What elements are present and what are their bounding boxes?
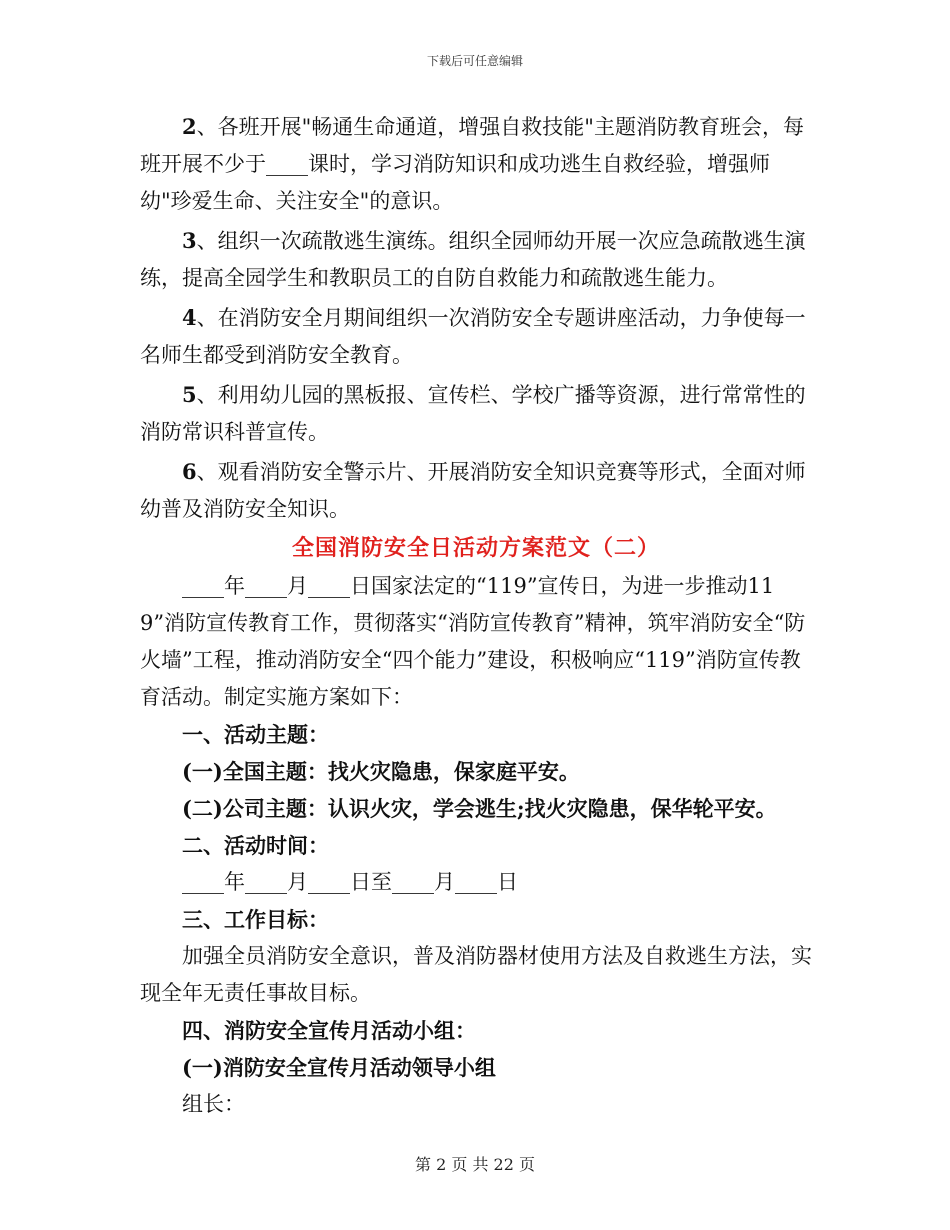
item-text: 、在消防安全月期间组织一次消防安全专题讲座活动，力争使每一名师生都受到消防安全教育。	[140, 306, 806, 367]
intro-paragraph: ____年____月____日国家法定的“119”宣传日，为进一步推动119”消防宣传教育工作，贯彻落实“消防宣传教育”精神，筑牢消防安全“防火墙”工程，推动消防安全“四个能力”建设，积极响应“119”消防宣传教育活动。制定实施方案如下：	[140, 574, 806, 709]
list-item-2	[140, 108, 812, 220]
section-title: 全国消防安全日活动方案范文（二）	[291, 535, 660, 561]
group-leader: 组长：	[182, 1092, 245, 1116]
item-text: 、利用幼儿园的黑板报、宣传栏、学校广播等资源，进行常常性的消防常识科普宣传。	[140, 383, 806, 444]
theme-company: (二)公司主题：认识火灾，学会逃生;找火灾隐患，保华轮平安。	[182, 796, 777, 821]
item-text: 、组织一次疏散逃生演练。组织全园师幼开展一次应急疏散逃生演练，提高全园学生和教职员工的自防自救能力和疏散逃生能力。	[140, 229, 806, 290]
page-header: 下载后可任意编辑	[426, 54, 523, 68]
item-number: 5	[182, 382, 197, 407]
item-number: 2	[182, 114, 197, 139]
item-number: 6	[182, 459, 197, 484]
leadership-group: (一)消防安全宣传月活动领导小组	[182, 1055, 496, 1080]
document-body	[140, 108, 812, 1123]
list-item-6	[140, 453, 812, 528]
page-footer: 第 2 页 共 22 页	[415, 1155, 535, 1174]
list-item-3	[140, 222, 812, 297]
list-item-5	[140, 376, 812, 451]
activity-time: ____年____月____日至____月____日	[182, 870, 518, 894]
theme-national: (一)全国主题：找火灾隐患，保家庭平安。	[182, 759, 580, 784]
item-number: 4	[182, 305, 197, 330]
item-text: 、各班开展"畅通生命通道，增强自救技能"主题消防教育班会，每班开展不少于____课时，学习消防知识和成功逃生自救经验，增强师幼"珍爱生命、关注安全"的意识。	[140, 115, 804, 213]
heading-theme: 一、活动主题：	[182, 722, 329, 747]
goal-paragraph: 加强全员消防安全意识，普及消防器材使用方法及自救逃生方法，实现全年无责任事故目标。	[140, 944, 812, 1005]
heading-goal: 三、工作目标：	[182, 907, 329, 932]
item-text: 、观看消防安全警示片、开展消防安全知识竞赛等形式，全面对师幼普及消防安全知识。	[140, 460, 806, 521]
item-number: 3	[182, 228, 197, 253]
list-item-4	[140, 299, 812, 374]
heading-time: 二、活动时间：	[182, 833, 329, 858]
heading-group: 四、消防安全宣传月活动小组：	[182, 1018, 476, 1043]
